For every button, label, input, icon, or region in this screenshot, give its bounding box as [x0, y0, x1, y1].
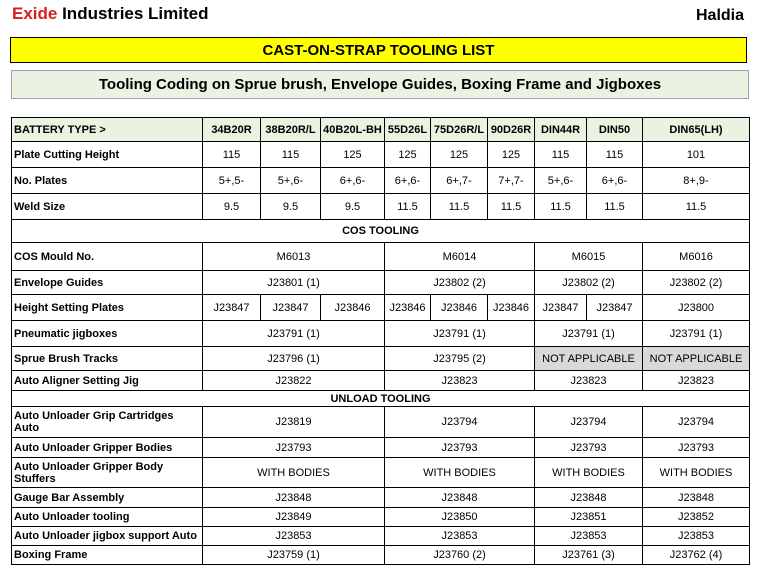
battery-type-cell: 38B20R/L — [261, 118, 321, 142]
table-cell: J23802 (2) — [385, 271, 535, 295]
section-heading: COS TOOLING — [12, 220, 750, 243]
table-cell: J23847 — [535, 295, 587, 321]
table-cell: J23791 (1) — [535, 321, 643, 347]
table-cell: 9.5 — [321, 194, 385, 220]
company-name-rest: Industries Limited — [57, 4, 209, 23]
row-label: Sprue Brush Tracks — [12, 347, 203, 371]
table-cell: 115 — [535, 142, 587, 168]
row-label: Auto Unloader Gripper Body Stuffers — [12, 458, 203, 488]
table-cell: J23791 (1) — [385, 321, 535, 347]
gripper-bodies-row — [12, 438, 750, 458]
row-label: Auto Unloader jigbox support Auto — [12, 527, 203, 546]
table-cell: J23794 — [535, 407, 643, 438]
table-cell: 125 — [321, 142, 385, 168]
height-setting-plates-row — [12, 295, 750, 321]
table-cell: J23795 (2) — [385, 347, 535, 371]
table-cell: 11.5 — [587, 194, 643, 220]
table-cell: 115 — [203, 142, 261, 168]
row-label: COS Mould No. — [12, 243, 203, 271]
table-cell: J23791 (1) — [643, 321, 750, 347]
table-cell: J23848 — [385, 488, 535, 508]
table-cell: J23851 — [535, 508, 643, 527]
weld-size-row — [12, 194, 750, 220]
gripper-body-stuffers-row — [12, 458, 750, 488]
row-label: Weld Size — [12, 194, 203, 220]
table-cell: 101 — [643, 142, 750, 168]
location-label: Haldia — [695, 7, 744, 24]
envelope-guides-row — [12, 271, 750, 295]
row-label: Pneumatic jigboxes — [12, 321, 203, 347]
table-cell: J23848 — [643, 488, 750, 508]
table-cell: J23847 — [261, 295, 321, 321]
table-cell: J23853 — [535, 527, 643, 546]
table-cell: 5+,6- — [535, 168, 587, 194]
auto-aligner-row — [12, 371, 750, 391]
table-cell: 11.5 — [643, 194, 750, 220]
table-cell: M6016 — [643, 243, 750, 271]
table-cell: 125 — [431, 142, 488, 168]
table-cell: J23823 — [535, 371, 643, 391]
row-label: Auto Unloader Gripper Bodies — [12, 438, 203, 458]
table-cell: J23802 (2) — [643, 271, 750, 295]
table-cell: J23846 — [488, 295, 535, 321]
section-heading: UNLOAD TOOLING — [12, 391, 750, 407]
table-cell: J23846 — [431, 295, 488, 321]
battery-type-cell: DIN65(LH) — [643, 118, 750, 142]
table-cell: 125 — [488, 142, 535, 168]
table-cell: WITH BODIES — [203, 458, 385, 488]
cos-mould-row — [12, 243, 750, 271]
table-cell: 11.5 — [385, 194, 431, 220]
table-cell: 115 — [587, 142, 643, 168]
table-cell: 6+,6- — [321, 168, 385, 194]
table-cell: J23794 — [643, 407, 750, 438]
table-cell: J23759 (1) — [203, 546, 385, 565]
table-cell: J23822 — [203, 371, 385, 391]
table-cell: J23793 — [643, 438, 750, 458]
row-label: Auto Unloader tooling — [12, 508, 203, 527]
row-label: Auto Unloader Grip Cartridges Auto — [12, 407, 203, 438]
unload-tooling-heading-row — [12, 391, 750, 407]
brand-name: Exide — [12, 4, 58, 23]
table-cell: J23823 — [643, 371, 750, 391]
row-label: BATTERY TYPE > — [12, 118, 203, 142]
table-cell: 9.5 — [261, 194, 321, 220]
row-label: Auto Aligner Setting Jig — [12, 371, 203, 391]
table-cell: 6+,6- — [385, 168, 431, 194]
document-subtitle — [11, 70, 749, 99]
pneumatic-jigboxes-row — [12, 321, 750, 347]
table-cell: J23853 — [203, 527, 385, 546]
table-cell: J23850 — [385, 508, 535, 527]
table-cell: J23819 — [203, 407, 385, 438]
document-title-text: CAST-ON-STRAP TOOLING LIST — [262, 41, 495, 59]
row-label: Envelope Guides — [12, 271, 203, 295]
row-label: Height Setting Plates — [12, 295, 203, 321]
table-cell: 7+,7- — [488, 168, 535, 194]
table-cell: J23796 (1) — [203, 347, 385, 371]
table-cell: 115 — [261, 142, 321, 168]
table-cell: J23802 (2) — [535, 271, 643, 295]
battery-type-cell: 40B20L-BH — [321, 118, 385, 142]
table-cell: J23853 — [643, 527, 750, 546]
table-cell: WITH BODIES — [643, 458, 750, 488]
table-cell: J23848 — [535, 488, 643, 508]
table-cell: J23846 — [385, 295, 431, 321]
table-cell: 6+,6- — [587, 168, 643, 194]
battery-type-row — [12, 118, 750, 142]
table-cell: J23801 (1) — [203, 271, 385, 295]
table-cell: J23847 — [203, 295, 261, 321]
table-cell: J23793 — [385, 438, 535, 458]
table-cell: M6015 — [535, 243, 643, 271]
table-cell: 9.5 — [203, 194, 261, 220]
table-cell: J23791 (1) — [203, 321, 385, 347]
table-cell: J23849 — [203, 508, 385, 527]
no-plates-row — [12, 168, 750, 194]
sprue-brush-tracks-row — [12, 347, 750, 371]
table-cell: 5+,5- — [203, 168, 261, 194]
jigbox-support-row — [12, 527, 750, 546]
company-name — [12, 4, 209, 24]
battery-type-cell: DIN50 — [587, 118, 643, 142]
table-cell: 6+,7- — [431, 168, 488, 194]
table-cell: J23847 — [587, 295, 643, 321]
table-cell: 5+,6- — [261, 168, 321, 194]
auto-unloader-tooling-row — [12, 508, 750, 527]
table-cell: M6014 — [385, 243, 535, 271]
table-cell: J23793 — [535, 438, 643, 458]
table-cell: J23800 — [643, 295, 750, 321]
document-subtitle-text: Tooling Coding on Sprue brush, Envelope Guides, Boxing Frame and Jigboxes — [98, 76, 662, 93]
table-cell: J23852 — [643, 508, 750, 527]
battery-type-cell: 34B20R — [203, 118, 261, 142]
battery-type-cell: 55D26L — [385, 118, 431, 142]
table-cell: WITH BODIES — [535, 458, 643, 488]
battery-type-cell: DIN44R — [535, 118, 587, 142]
not-applicable-cell: NOT APPLICABLE — [535, 347, 643, 371]
boxing-frame-row — [12, 546, 750, 565]
table-cell: J23853 — [385, 527, 535, 546]
not-applicable-cell: NOT APPLICABLE — [643, 347, 750, 371]
plate-cutting-height-row — [12, 142, 750, 168]
table-cell: 125 — [385, 142, 431, 168]
battery-type-cell: 90D26R — [488, 118, 535, 142]
battery-type-cell: 75D26R/L — [431, 118, 488, 142]
row-label: Plate Cutting Height — [12, 142, 203, 168]
document-title — [10, 37, 747, 63]
table-cell: WITH BODIES — [385, 458, 535, 488]
table-cell: J23848 — [203, 488, 385, 508]
cos-tooling-heading-row — [12, 220, 750, 243]
row-label: Gauge Bar Assembly — [12, 488, 203, 508]
table-cell: J23793 — [203, 438, 385, 458]
table-cell: M6013 — [203, 243, 385, 271]
table-cell: J23761 (3) — [535, 546, 643, 565]
tooling-table — [11, 117, 750, 565]
gauge-bar-row — [12, 488, 750, 508]
table-cell: J23846 — [321, 295, 385, 321]
table-cell: 11.5 — [488, 194, 535, 220]
table-cell: J23762 (4) — [643, 546, 750, 565]
table-cell: J23760 (2) — [385, 546, 535, 565]
row-label: Boxing Frame — [12, 546, 203, 565]
row-label: No. Plates — [12, 168, 203, 194]
table-cell: 8+,9- — [643, 168, 750, 194]
table-cell: 11.5 — [431, 194, 488, 220]
grip-cartridges-row — [12, 407, 750, 438]
table-cell: J23794 — [385, 407, 535, 438]
table-cell: 11.5 — [535, 194, 587, 220]
table-cell: J23823 — [385, 371, 535, 391]
